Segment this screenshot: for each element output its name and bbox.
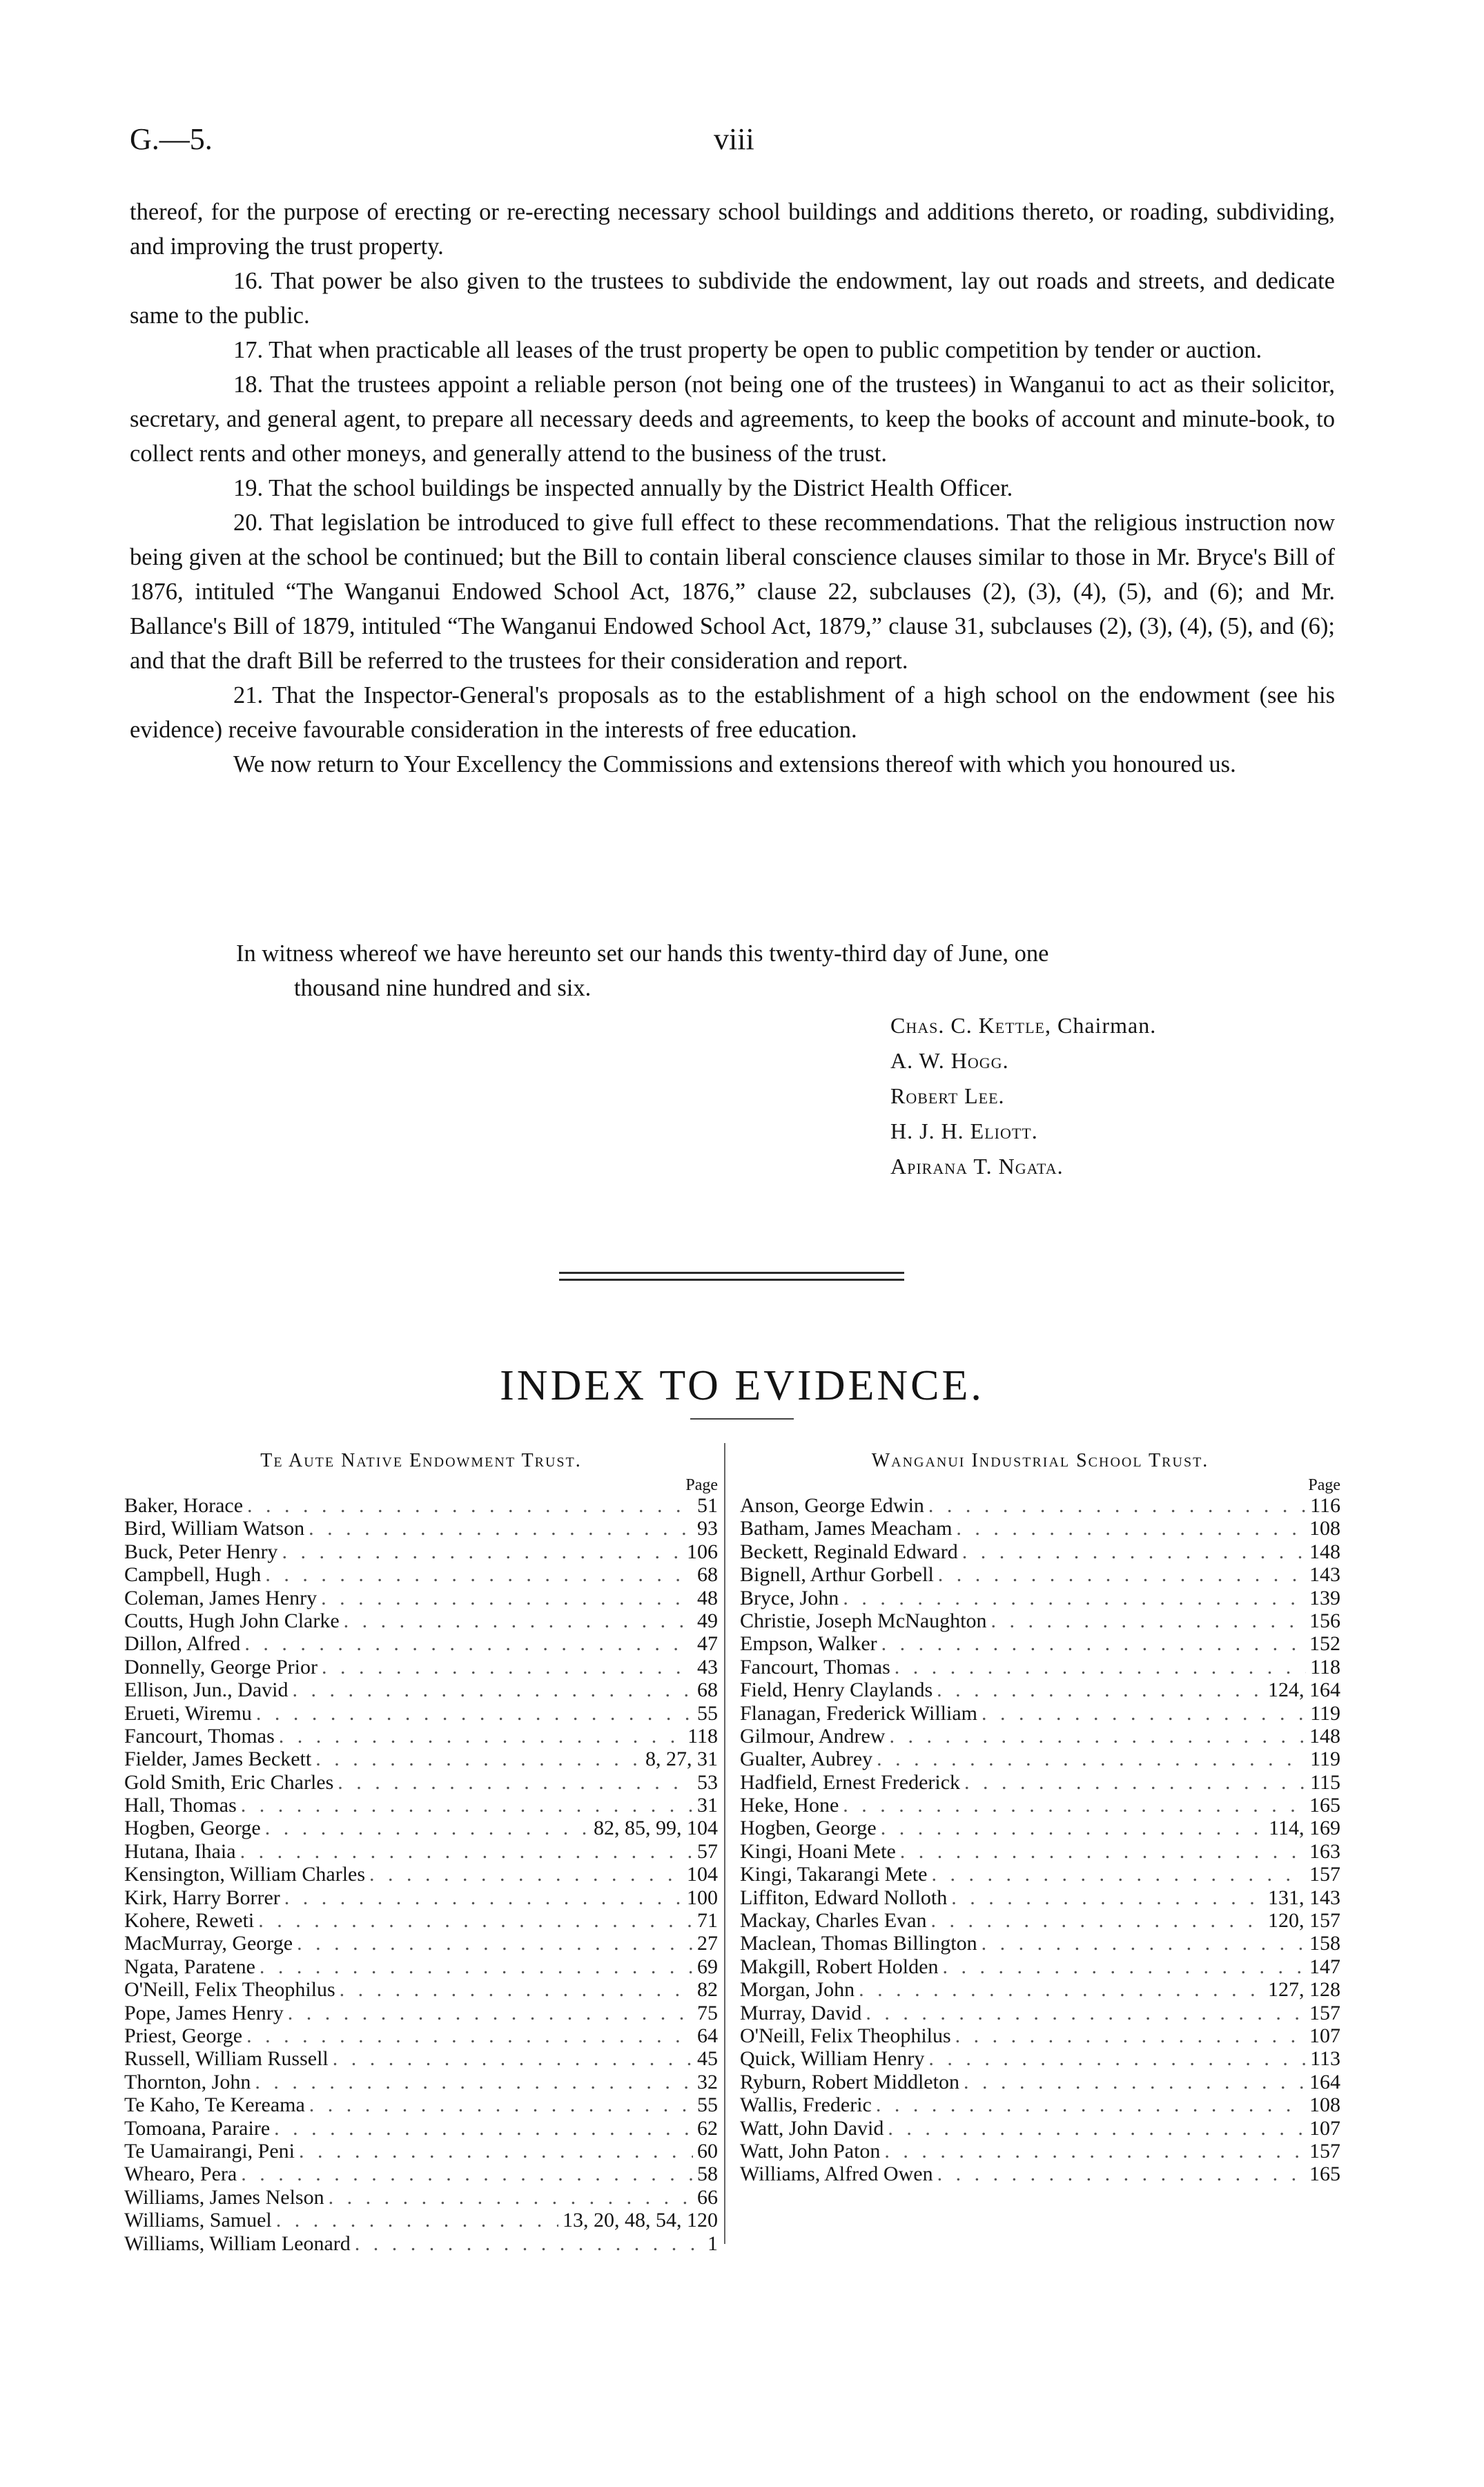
index-entry xyxy=(740,1840,1340,1863)
entry-pages: 31 xyxy=(697,1794,718,1817)
entry-name: Hadfield, Ernest Frederick xyxy=(740,1770,961,1794)
entry-pages: 124, 164 xyxy=(1268,1678,1340,1702)
entry-pages: 53 xyxy=(697,1770,718,1794)
index-entry xyxy=(124,1632,718,1655)
entry-name: Erueti, Wiremu xyxy=(124,1701,252,1725)
index-entry xyxy=(740,1540,1340,1563)
index-entry xyxy=(124,1794,718,1817)
entry-pages: 148 xyxy=(1309,1724,1340,1748)
entry-pages: 158 xyxy=(1309,1932,1340,1955)
index-entry xyxy=(124,1840,718,1863)
entry-name: Coleman, James Henry xyxy=(124,1586,318,1609)
index-entry xyxy=(740,1771,1340,1794)
entry-name: Gualter, Aubrey xyxy=(740,1748,873,1771)
entry-name: Coutts, Hugh John Clarke xyxy=(124,1609,340,1632)
leader-dots xyxy=(309,2093,693,2116)
entry-name: Anson, George Edwin xyxy=(740,1494,924,1517)
paragraph-21: 21. That the Inspector-General's proposals as to the establishment of a high school on the endowment (see his evidence) receive favourable consideration in the interests of free education. xyxy=(130,682,1335,743)
entry-name: Priest, George xyxy=(124,2024,243,2047)
entry-pages: 43 xyxy=(697,1655,718,1678)
leader-dots xyxy=(265,1563,693,1586)
entry-name: Empson, Walker xyxy=(740,1632,877,1656)
entry-pages: 163 xyxy=(1309,1839,1340,1863)
index-entry xyxy=(740,2002,1340,2024)
index-entry xyxy=(740,1955,1340,1978)
leader-dots xyxy=(247,1494,693,1517)
index-entry xyxy=(740,1517,1340,1540)
index-entry xyxy=(124,2162,718,2185)
index-entry xyxy=(124,1909,718,1932)
entry-pages: 152 xyxy=(1309,1632,1340,1656)
entry-pages: 157 xyxy=(1309,2001,1340,2024)
entry-name: Kingi, Hoani Mete xyxy=(740,1839,896,1863)
entry-name: Bird, William Watson xyxy=(124,1517,305,1540)
leader-dots xyxy=(297,1932,693,1955)
index-entry xyxy=(740,1748,1340,1770)
entry-pages: 104 xyxy=(687,1863,718,1886)
leader-dots xyxy=(321,1587,693,1609)
entry-pages: 27 xyxy=(697,1932,718,1955)
index-entry xyxy=(740,1678,1340,1701)
entry-name: Hutana, Ihaia xyxy=(124,1839,236,1863)
leader-dots xyxy=(279,1725,683,1748)
index-entry xyxy=(740,1932,1340,1955)
entry-name: Kingi, Takarangi Mete xyxy=(740,1863,928,1886)
index-entry xyxy=(740,2140,1340,2162)
entry-pages: 157 xyxy=(1309,2139,1340,2162)
index-entry xyxy=(740,1587,1340,1609)
index-entry xyxy=(124,2209,718,2232)
entry-name: Russell, William Russell xyxy=(124,2047,329,2071)
entry-pages: 82, 85, 99, 104 xyxy=(594,1817,718,1840)
leader-dots xyxy=(928,2047,1306,2070)
leader-dots xyxy=(274,2117,693,2140)
entry-pages: 107 xyxy=(1309,2116,1340,2140)
paragraph-20: 20. That legislation be introduced to give full effect to these recommendations. That the religious instruction now being given at the school be continued; but the Bill to contain liberal conscience clauses similar to those in Mr. Bryce's Bill of 1876, intituled “The Wanganui Endowed School Act, 1876,” clause 22, subclauses (2), (3), (4), (5), and (6); and Mr. Ballance's Bill of 1879, intituled “The Wanganui Endowed School Act, 1879,” clause 31, subclauses (2), (3), (4), (5), and (6); and that the draft Bill be referred to the trustees for their consideration and report. xyxy=(130,510,1335,674)
entry-name: Gold Smith, Eric Charles xyxy=(124,1770,334,1794)
entry-name: Kohere, Reweti xyxy=(124,1909,255,1933)
index-entry xyxy=(124,1978,718,2001)
entry-name: Quick, William Henry xyxy=(740,2047,925,2071)
entry-pages: 13, 20, 48, 54, 120 xyxy=(563,2209,718,2232)
entry-pages: 75 xyxy=(697,2001,718,2024)
entry-pages: 164 xyxy=(1309,2070,1340,2093)
entry-pages: 143 xyxy=(1309,1563,1340,1587)
leader-dots xyxy=(355,2232,703,2255)
leader-dots xyxy=(241,1794,693,1817)
entry-pages: 120, 157 xyxy=(1268,1909,1340,1933)
entry-name: Thornton, John xyxy=(124,2070,251,2093)
leader-dots xyxy=(877,1748,1306,1770)
document-reference: G.—5. xyxy=(130,122,213,156)
entry-name: Batham, James Meacham xyxy=(740,1517,953,1540)
entry-name: Ngata, Paratene xyxy=(124,1955,255,1978)
page-number: viii xyxy=(714,122,754,156)
entry-pages: 119 xyxy=(1310,1748,1340,1771)
leader-dots xyxy=(284,1886,683,1909)
page-column-label: Page xyxy=(685,1476,718,1494)
leader-dots xyxy=(859,1978,1264,2001)
leader-dots xyxy=(329,2186,693,2209)
entry-name: Te Kaho, Te Kereama xyxy=(124,2093,305,2117)
entry-pages: 62 xyxy=(697,2116,718,2140)
paragraph-16: 16. That power be also given to the trustees to subdivide the endowment, lay out roads and streets, and dedicate same to the public. xyxy=(130,268,1335,329)
index-entry xyxy=(740,2093,1340,2116)
witness-line-1: In witness whereof we have hereunto set our hands this twenty-third day of June, one xyxy=(236,940,1049,967)
entry-pages: 66 xyxy=(697,2185,718,2209)
leader-dots xyxy=(982,1932,1305,1955)
entry-name: Makgill, Robert Holden xyxy=(740,1955,939,1978)
index-entry xyxy=(740,2162,1340,2185)
index-entry xyxy=(124,1540,718,1563)
index-entry xyxy=(124,2024,718,2047)
leader-dots xyxy=(928,1494,1306,1517)
entry-name: Hogben, George xyxy=(740,1817,877,1840)
entry-pages: 60 xyxy=(697,2139,718,2162)
index-entry xyxy=(124,1678,718,1701)
index-entry xyxy=(124,2186,718,2209)
leader-dots xyxy=(982,1702,1306,1725)
entry-pages: 51 xyxy=(697,1494,718,1517)
index-entry xyxy=(124,1517,718,1540)
leader-dots xyxy=(843,1587,1305,1609)
index-entry xyxy=(124,2047,718,2070)
entry-pages: 55 xyxy=(697,2093,718,2117)
entry-name: Ellison, Jun., David xyxy=(124,1678,289,1702)
entry-pages: 119 xyxy=(1310,1701,1340,1725)
entry-name: Buck, Peter Henry xyxy=(124,1540,278,1563)
leader-dots xyxy=(964,1771,1306,1794)
index-entry xyxy=(124,1725,718,1748)
index-entry xyxy=(740,1909,1340,1932)
entry-name: Bryce, John xyxy=(740,1586,839,1609)
entry-name: Wallis, Frederic xyxy=(740,2093,872,2117)
entry-pages: 82 xyxy=(697,1978,718,2002)
entry-pages: 127, 128 xyxy=(1268,1978,1340,2002)
leader-dots xyxy=(876,2093,1305,2116)
paragraph-18: 18. That the trustees appoint a reliable person (not being one of the trustees) in Wanganui to act as their solicitor, secretary, and general agent, to prepare all necessary deeds and agreements, to keep the books of account and minute-book, to collect rents and other moneys, and generally attend to the business of the trust. xyxy=(130,371,1335,467)
leader-dots xyxy=(937,1678,1264,1701)
leader-dots xyxy=(881,1632,1305,1655)
index-entry xyxy=(124,2140,718,2162)
entry-pages: 48 xyxy=(697,1586,718,1609)
entry-pages: 165 xyxy=(1309,1794,1340,1817)
entry-name: Donnelly, George Prior xyxy=(124,1655,318,1678)
index-entry xyxy=(124,1494,718,1517)
index-entry xyxy=(124,2002,718,2024)
index-list xyxy=(124,1494,718,2255)
index-entry xyxy=(740,1609,1340,1632)
leader-dots xyxy=(900,1840,1305,1863)
section-divider xyxy=(559,1272,904,1274)
signature: Apirana T. Ngata. xyxy=(890,1154,1064,1179)
leader-dots xyxy=(951,1886,1264,1909)
entry-pages: 1 xyxy=(707,2232,718,2255)
leader-dots xyxy=(333,2047,693,2070)
leader-dots xyxy=(881,1817,1265,1839)
index-title: INDEX TO EVIDENCE. xyxy=(500,1362,984,1409)
index-column-te-aute xyxy=(124,1450,718,2255)
entry-name: Watt, John Paton xyxy=(740,2139,881,2162)
index-entry xyxy=(740,1725,1340,1748)
witness-clause xyxy=(236,936,1335,1005)
entry-name: Watt, John David xyxy=(740,2116,884,2140)
title-underline xyxy=(690,1418,794,1420)
index-entry xyxy=(740,2117,1340,2140)
index-entry xyxy=(740,1794,1340,1817)
index-list xyxy=(740,1494,1340,2186)
entry-pages: 68 xyxy=(697,1678,718,1702)
column-heading: Wanganui Industrial School Trust. xyxy=(871,1450,1209,1471)
entry-name: Field, Henry Claylands xyxy=(740,1678,933,1702)
entry-name: Kensington, William Charles xyxy=(124,1863,366,1886)
entry-pages: 147 xyxy=(1309,1955,1340,1978)
index-entry xyxy=(740,1978,1340,2001)
entry-name: Williams, Samuel xyxy=(124,2209,272,2232)
index-entry xyxy=(740,2047,1340,2070)
index-entry xyxy=(124,1748,718,1770)
leader-dots xyxy=(282,1540,683,1563)
leader-dots xyxy=(244,1632,693,1655)
leader-dots xyxy=(931,1863,1305,1886)
entry-name: Hall, Thomas xyxy=(124,1794,237,1817)
index-entry xyxy=(124,2232,718,2255)
signature: Chas. C. Kettle, Chairman. xyxy=(890,1013,1157,1038)
leader-dots xyxy=(258,1909,693,1932)
entry-pages: 118 xyxy=(1310,1655,1340,1678)
index-entry xyxy=(124,2093,718,2116)
entry-name: Hogben, George xyxy=(124,1817,261,1840)
entry-name: Williams, Alfred Owen xyxy=(740,2162,933,2186)
entry-pages: 49 xyxy=(697,1609,718,1632)
entry-pages: 107 xyxy=(1309,2024,1340,2047)
entry-pages: 68 xyxy=(697,1563,718,1587)
entry-name: Dillon, Alfred xyxy=(124,1632,241,1656)
entry-name: O'Neill, Felix Theophilus xyxy=(124,1978,335,2002)
paragraph-19: 19. That the school buildings be inspected annually by the District Health Officer. xyxy=(233,475,1013,501)
entry-name: MacMurray, George xyxy=(124,1932,293,1955)
entry-name: Ryburn, Robert Middleton xyxy=(740,2070,959,2093)
leader-dots xyxy=(938,1563,1305,1586)
entry-pages: 157 xyxy=(1309,1863,1340,1886)
entry-pages: 71 xyxy=(697,1909,718,1933)
leader-dots xyxy=(322,1656,693,1678)
entry-name: Kirk, Harry Borrer xyxy=(124,1886,280,1909)
index-entry xyxy=(740,1863,1340,1886)
index-entry xyxy=(740,1656,1340,1678)
leader-dots xyxy=(256,1702,693,1725)
entry-name: Te Uamairangi, Peni xyxy=(124,2139,295,2162)
entry-pages: 116 xyxy=(1310,1494,1340,1517)
entry-name: Fancourt, Thomas xyxy=(124,1724,275,1748)
leader-dots xyxy=(937,2162,1305,2185)
index-column-wanganui-industrial xyxy=(740,1450,1340,2186)
entry-name: Pope, James Henry xyxy=(124,2001,284,2024)
signature: H. J. H. Eliott. xyxy=(890,1119,1038,1143)
entry-pages: 93 xyxy=(697,1517,718,1540)
entry-name: O'Neill, Felix Theophilus xyxy=(740,2024,951,2047)
index-entry xyxy=(740,2071,1340,2093)
leader-dots xyxy=(889,1725,1305,1748)
leader-dots xyxy=(338,1771,693,1794)
entry-pages: 64 xyxy=(697,2024,718,2047)
index-entry xyxy=(124,1863,718,1886)
index-entry xyxy=(124,1702,718,1725)
index-entry xyxy=(740,1702,1340,1725)
entry-name: Williams, William Leonard xyxy=(124,2232,351,2255)
entry-name: Mackay, Charles Evan xyxy=(740,1909,927,1933)
signature: A. W. Hogg. xyxy=(890,1048,1009,1073)
entry-name: Bignell, Arthur Gorbell xyxy=(740,1563,934,1587)
entry-name: Heke, Hone xyxy=(740,1794,839,1817)
leader-dots xyxy=(895,1656,1306,1678)
report-body xyxy=(130,195,1335,782)
entry-name: Fielder, James Beckett xyxy=(124,1748,312,1771)
index-entry xyxy=(740,1817,1340,1839)
entry-name: Beckett, Reginald Edward xyxy=(740,1540,958,1563)
entry-name: Fancourt, Thomas xyxy=(740,1655,890,1678)
index-entry xyxy=(740,1886,1340,1909)
entry-pages: 58 xyxy=(697,2162,718,2186)
leader-dots xyxy=(369,1863,683,1886)
entry-name: Tomoana, Paraire xyxy=(124,2116,271,2140)
entry-pages: 57 xyxy=(697,1839,718,1863)
leader-dots xyxy=(843,1794,1305,1817)
signature-block xyxy=(890,1008,1156,1184)
index-entry xyxy=(124,1932,718,1955)
entry-name: Flanagan, Frederick William xyxy=(740,1701,977,1725)
entry-pages: 139 xyxy=(1309,1586,1340,1609)
index-entry xyxy=(124,1771,718,1794)
index-entry xyxy=(124,1563,718,1586)
leader-dots xyxy=(299,2140,693,2162)
entry-pages: 106 xyxy=(687,1540,718,1563)
leader-dots xyxy=(240,1840,693,1863)
leader-dots xyxy=(276,2209,558,2232)
entry-name: Liffiton, Edward Nolloth xyxy=(740,1886,948,1909)
column-divider xyxy=(724,1443,725,2244)
entry-pages: 165 xyxy=(1309,2162,1340,2186)
leader-dots xyxy=(930,1909,1264,1932)
leader-dots xyxy=(246,2024,693,2047)
leader-dots xyxy=(942,1955,1305,1978)
leader-dots xyxy=(288,2002,693,2024)
leader-dots xyxy=(964,2071,1305,2093)
index-entry xyxy=(740,1632,1340,1655)
index-entry xyxy=(124,1955,718,1978)
entry-pages: 148 xyxy=(1309,1540,1340,1563)
entry-pages: 156 xyxy=(1309,1609,1340,1632)
leader-dots xyxy=(260,1955,693,1978)
index-entry xyxy=(740,1494,1340,1517)
leader-dots xyxy=(990,1609,1305,1632)
leader-dots xyxy=(962,1540,1305,1563)
entry-pages: 118 xyxy=(687,1724,718,1748)
entry-pages: 55 xyxy=(697,1701,718,1725)
paragraph-17: 17. That when practicable all leases of the trust property be open to public competition by tender or auction. xyxy=(233,337,1262,363)
entry-pages: 45 xyxy=(697,2047,718,2071)
index-entry xyxy=(740,1563,1340,1586)
index-entry xyxy=(124,1609,718,1632)
entry-name: Campbell, Hugh xyxy=(124,1563,262,1587)
entry-pages: 108 xyxy=(1309,1517,1340,1540)
leader-dots xyxy=(344,1609,693,1632)
leader-dots xyxy=(265,1817,589,1839)
leader-dots xyxy=(955,2024,1305,2047)
index-entry xyxy=(124,1886,718,1909)
witness-line-2: thousand nine hundred and six. xyxy=(294,975,592,1001)
leader-dots xyxy=(255,2071,693,2093)
entry-pages: 8, 27, 31 xyxy=(645,1748,718,1771)
column-heading: Te Aute Native Endowment Trust. xyxy=(260,1450,582,1471)
entry-name: Gilmour, Andrew xyxy=(740,1724,886,1748)
index-entry xyxy=(124,1587,718,1609)
entry-name: Murray, David xyxy=(740,2001,862,2024)
entry-name: Whearo, Pera xyxy=(124,2162,237,2186)
leader-dots xyxy=(315,1748,641,1770)
closing-paragraph: We now return to Your Excellency the Commissions and extensions thereof with which you honoured us. xyxy=(233,751,1236,777)
index-entry xyxy=(124,2071,718,2093)
entry-pages: 108 xyxy=(1309,2093,1340,2117)
leader-dots xyxy=(884,2140,1305,2162)
index-entry xyxy=(124,2117,718,2140)
entry-pages: 69 xyxy=(697,1955,718,1978)
entry-pages: 131, 143 xyxy=(1268,1886,1340,1909)
entry-pages: 113 xyxy=(1310,2047,1340,2071)
entry-pages: 32 xyxy=(697,2070,718,2093)
paragraph-continuation: thereof, for the purpose of erecting or re-erecting necessary school buildings and additions thereto, or roading, subdividing, and improving the trust property. xyxy=(130,199,1335,260)
entry-pages: 114, 169 xyxy=(1269,1817,1340,1840)
index-entry xyxy=(124,1656,718,1678)
leader-dots xyxy=(888,2117,1305,2140)
signature: Robert Lee. xyxy=(890,1083,1005,1108)
entry-name: Maclean, Thomas Billington xyxy=(740,1932,977,1955)
index-entry xyxy=(740,2024,1340,2047)
entry-pages: 47 xyxy=(697,1632,718,1656)
entry-name: Baker, Horace xyxy=(124,1494,244,1517)
entry-name: Williams, James Nelson xyxy=(124,2185,324,2209)
leader-dots xyxy=(309,1517,693,1540)
leader-dots xyxy=(340,1978,693,2001)
leader-dots xyxy=(241,2162,693,2185)
leader-dots xyxy=(956,1517,1305,1540)
section-divider xyxy=(559,1279,904,1281)
entry-name: Morgan, John xyxy=(740,1978,855,2002)
entry-name: Christie, Joseph McNaughton xyxy=(740,1609,987,1632)
leader-dots xyxy=(866,2002,1305,2024)
entry-pages: 100 xyxy=(687,1886,718,1909)
leader-dots xyxy=(293,1678,694,1701)
index-entry xyxy=(124,1817,718,1839)
page-column-label: Page xyxy=(1308,1476,1340,1494)
entry-pages: 115 xyxy=(1310,1770,1340,1794)
